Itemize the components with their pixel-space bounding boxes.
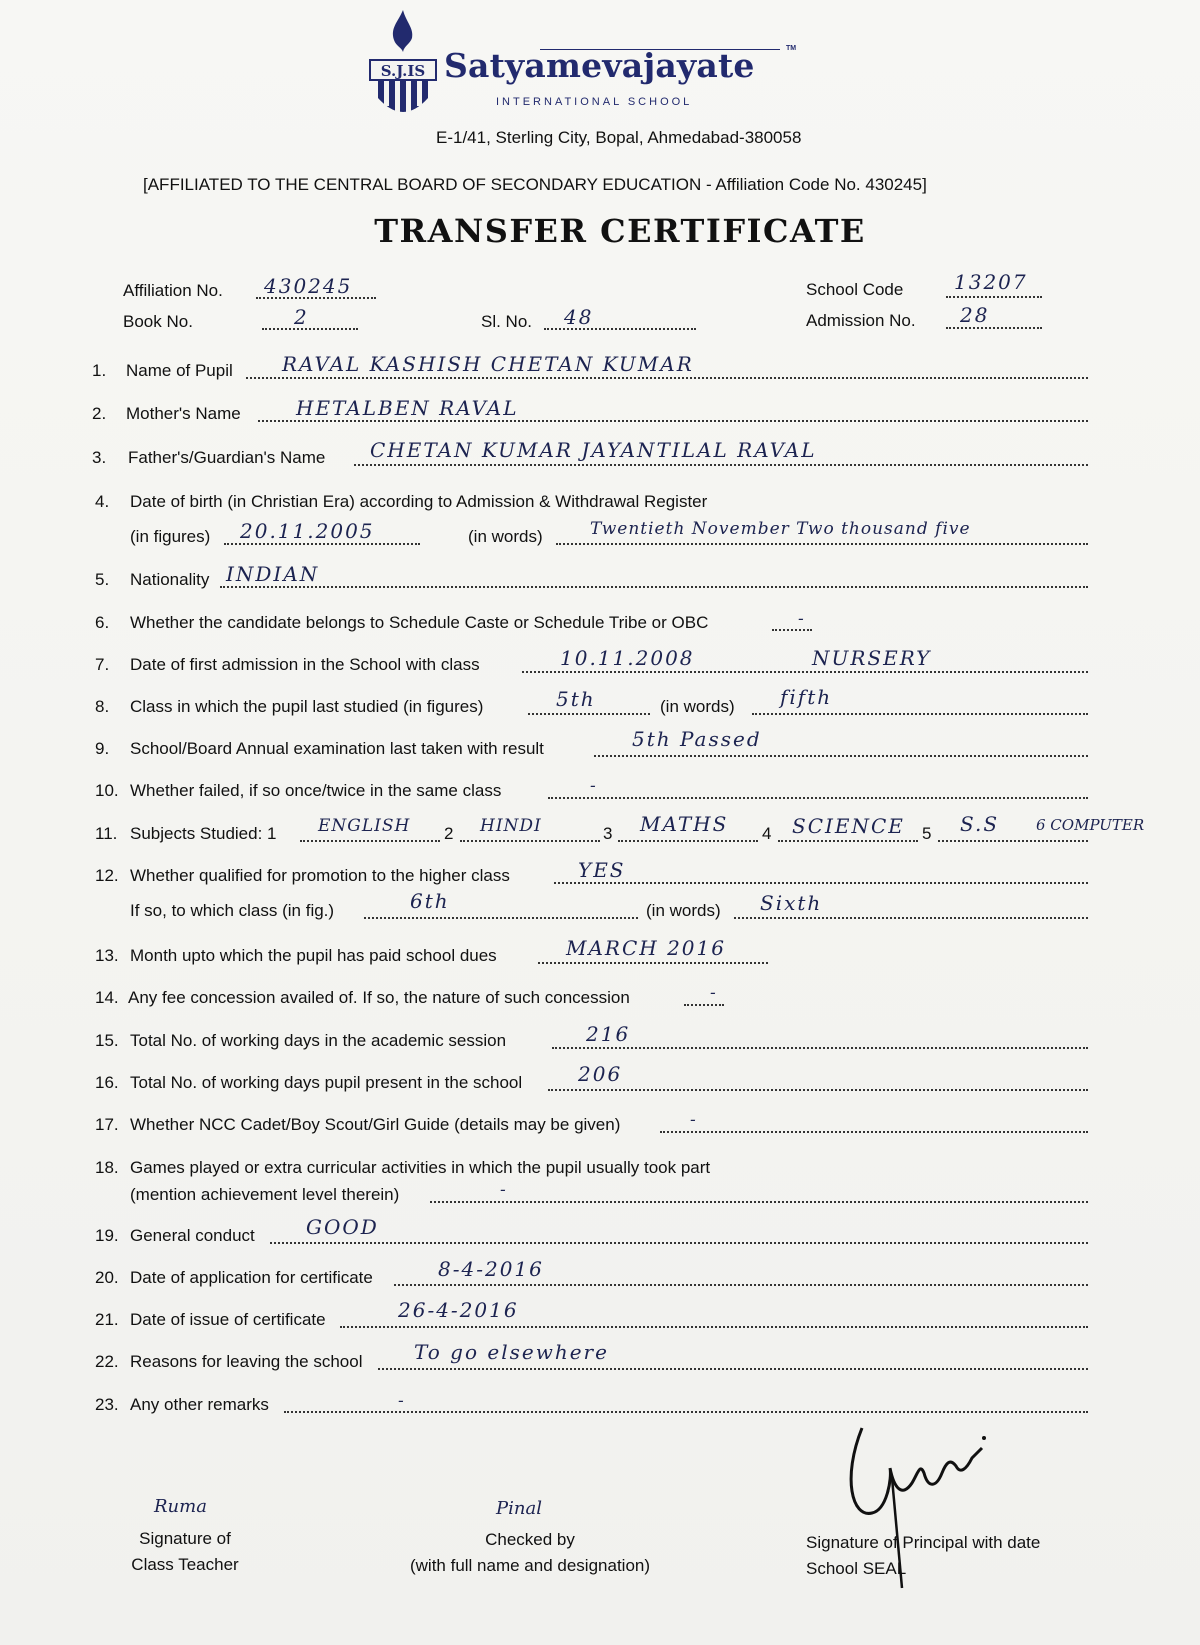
- promotion-value: YES: [578, 858, 626, 882]
- field-5-line: [220, 586, 1088, 588]
- field-16-label: Total No. of working days pupil present in the school: [130, 1073, 523, 1092]
- field-5-number: 5.: [95, 570, 110, 589]
- field-13-number: 13.: [95, 946, 119, 965]
- field-14-label: Any fee concession availed of. If so, the nature of such concession: [128, 988, 630, 1007]
- field-14-number: 14.: [95, 988, 119, 1007]
- subject-2-value: HINDI: [480, 816, 542, 836]
- field-8-label: Class in which the pupil last studied (in figures): [130, 697, 484, 716]
- field-23-line: [284, 1411, 1088, 1413]
- field-13-label: Month upto which the pupil has paid school dues: [130, 946, 497, 965]
- book-no-value: 2: [294, 305, 309, 329]
- field-1-number: 1.: [92, 361, 107, 380]
- field-1-line: [246, 377, 1088, 379]
- school-logo-emblem: [368, 8, 438, 136]
- school-code-value: 13207: [954, 270, 1028, 294]
- field-22-label: Reasons for leaving the school: [130, 1352, 363, 1371]
- promotion-words-line: [734, 917, 1088, 919]
- application-date-value: 8-4-2016: [438, 1257, 544, 1281]
- promotion-words-label: (in words): [646, 901, 721, 920]
- field-17-label: Whether NCC Cadet/Boy Scout/Girl Guide (details may be given): [130, 1115, 621, 1134]
- last-class-words-value: fifth: [780, 685, 833, 709]
- field-1-label: Name of Pupil: [126, 361, 233, 380]
- promotion-words-value: Sixth: [760, 891, 823, 915]
- issue-date-value: 26-4-2016: [398, 1298, 519, 1322]
- field-14-line: [684, 1004, 724, 1006]
- subject-5-value: S.S: [960, 812, 1000, 836]
- class-teacher-signature: Ruma: [154, 1496, 207, 1517]
- field-16-number: 16.: [95, 1073, 119, 1092]
- promotion-class-value: 6th: [410, 889, 450, 913]
- school-address: E-1/41, Sterling City, Bopal, Ahmedabad-380058: [436, 128, 802, 147]
- subject-4-number: 4: [762, 824, 772, 843]
- field-18-line: [430, 1201, 1088, 1203]
- subject-5-line: [938, 840, 1088, 842]
- class-teacher-label-line-2: Class Teacher: [131, 1555, 239, 1574]
- field-15-label: Total No. of working days in the academic session: [130, 1031, 507, 1050]
- dob-figures-label: (in figures): [130, 527, 211, 546]
- field-21-line: [340, 1326, 1088, 1328]
- working-days-value: 216: [586, 1022, 631, 1046]
- field-12-line: [554, 882, 1088, 884]
- book-no-line: [262, 328, 358, 330]
- field-20-line: [394, 1284, 1088, 1286]
- subject-3-line: [618, 840, 758, 842]
- days-present-value: 206: [578, 1062, 623, 1086]
- subject-1-line: [300, 840, 440, 842]
- field-21-label: Date of issue of certificate: [130, 1310, 326, 1329]
- checked-by-label-line-1: Checked by: [485, 1530, 575, 1549]
- exam-result-value: 5th Passed: [632, 727, 762, 751]
- field-13-line: [538, 962, 768, 964]
- checked-by-label: [380, 1527, 680, 1579]
- field-19-number: 19.: [95, 1226, 119, 1245]
- subject-5-number: 5: [922, 824, 932, 843]
- field-18-number: 18.: [95, 1158, 119, 1177]
- class-teacher-label-line-1: Signature of: [139, 1529, 231, 1548]
- field-19-label: General conduct: [130, 1226, 255, 1245]
- subject-4-value: SCIENCE: [792, 814, 905, 838]
- field-5-label: Nationality: [130, 570, 210, 589]
- field-2-number: 2.: [92, 404, 107, 423]
- field-10-label: Whether failed, if so once/twice in the same class: [130, 781, 502, 800]
- field-7-label: Date of first admission in the School with class: [130, 655, 480, 674]
- activities-value: -: [500, 1180, 507, 1200]
- field-9-number: 9.: [95, 739, 110, 758]
- conduct-value: GOOD: [306, 1215, 379, 1239]
- field-4-number: 4.: [95, 492, 110, 511]
- field-3-label: Father's/Guardian's Name: [128, 448, 326, 467]
- field-17-number: 17.: [95, 1115, 119, 1134]
- field-18-label: Games played or extra curricular activities in which the pupil usually took part: [130, 1158, 711, 1177]
- fee-concession-value: -: [710, 983, 717, 1003]
- field-21-number: 21.: [95, 1310, 119, 1329]
- field-10-number: 10.: [95, 781, 119, 800]
- field-15-line: [552, 1047, 1088, 1049]
- field-12-label: Whether qualified for promotion to the higher class: [130, 866, 510, 885]
- affiliation-no-value: 430245: [264, 274, 353, 298]
- dob-words-value: Twentieth November Two thousand five: [590, 519, 971, 539]
- last-class-words-label: (in words): [660, 697, 735, 716]
- principal-label: [806, 1530, 1040, 1582]
- promotion-class-label: If so, to which class (in fig.): [130, 901, 335, 920]
- field-16-line: [548, 1089, 1088, 1091]
- field-23-label: Any other remarks: [130, 1395, 269, 1414]
- pupil-name-value: RAVAL KASHISH CHETAN KUMAR: [282, 352, 694, 376]
- leaving-reason-value: To go elsewhere: [414, 1340, 609, 1364]
- field-20-number: 20.: [95, 1268, 119, 1287]
- checked-by-label-line-2: (with full name and designation): [409, 1556, 651, 1575]
- field-12-number: 12.: [95, 866, 119, 885]
- last-class-words-line: [752, 713, 1088, 715]
- subject-2-line: [460, 840, 600, 842]
- sl-no-label: Sl. No.: [481, 312, 533, 331]
- field-7-number: 7.: [95, 655, 110, 674]
- affiliation-no-label: Affiliation No.: [123, 281, 223, 300]
- mother-name-value: HETALBEN RAVAL: [296, 396, 519, 420]
- principal-label-line-1: Signature of Principal with date: [806, 1533, 1041, 1552]
- field-6-label: Whether the candidate belongs to Schedule Caste or Schedule Tribe or OBC: [130, 613, 709, 632]
- field-20-label: Date of application for certificate: [130, 1268, 373, 1287]
- field-19-line: [270, 1242, 1088, 1244]
- logo-letters: S.J.IS: [380, 62, 426, 80]
- field-7-line: [522, 671, 1088, 673]
- field-8-number: 8.: [95, 697, 110, 716]
- first-admission-class-value: NURSERY: [812, 646, 932, 670]
- first-admission-date-value: 10.11.2008: [560, 646, 695, 670]
- field-8-line: [528, 713, 650, 715]
- field-9-label: School/Board Annual examination last taken with result: [130, 739, 544, 758]
- subject-2-number: 2: [444, 824, 454, 843]
- field-2-line: [258, 420, 1088, 422]
- field-3-number: 3.: [92, 448, 107, 467]
- sl-no-value: 48: [564, 305, 594, 329]
- failed-value: -: [590, 776, 597, 796]
- caste-value: -: [798, 609, 805, 629]
- field-22-line: [378, 1368, 1088, 1370]
- checked-by-signature: Pinal: [496, 1498, 542, 1519]
- field-22-number: 22.: [95, 1352, 119, 1371]
- field-10-line: [548, 797, 1088, 799]
- field-15-number: 15.: [95, 1031, 119, 1050]
- field-6-number: 6.: [95, 613, 110, 632]
- document-title: TRANSFER CERTIFICATE: [374, 212, 866, 250]
- dob-words-line: [556, 543, 1088, 545]
- dob-words-label: (in words): [468, 527, 543, 546]
- field-4-label: Date of birth (in Christian Era) according to Admission & Withdrawal Register: [130, 492, 708, 511]
- remarks-value: -: [398, 1391, 405, 1411]
- field-11-label: Subjects Studied: 1: [130, 824, 277, 843]
- school-code-line: [946, 296, 1042, 298]
- subject-6-value: 6 COMPUTER: [1036, 816, 1145, 834]
- nationality-value: INDIAN: [226, 562, 320, 586]
- dob-figures-line: [224, 543, 420, 545]
- field-11-number: 11.: [95, 824, 118, 843]
- trademark-mark: TM: [786, 45, 797, 52]
- school-code-label: School Code: [806, 280, 904, 299]
- admission-no-label: Admission No.: [806, 311, 916, 330]
- subject-3-number: 3: [603, 824, 613, 843]
- field-9-line: [594, 755, 1088, 757]
- book-no-label: Book No.: [123, 312, 193, 331]
- admission-no-line: [946, 327, 1042, 329]
- dob-figures-value: 20.11.2005: [240, 519, 375, 543]
- school-name: Satyamevajayate: [444, 46, 755, 85]
- field-18-label-2: (mention achievement level therein): [130, 1185, 400, 1204]
- field-2-label: Mother's Name: [126, 404, 241, 423]
- dues-paid-value: MARCH 2016: [566, 936, 726, 960]
- promotion-class-line: [364, 917, 638, 919]
- ncc-value: -: [690, 1110, 697, 1130]
- field-17-line: [660, 1131, 1088, 1133]
- principal-label-line-2: School SEAL: [806, 1559, 907, 1578]
- field-23-number: 23.: [95, 1395, 119, 1414]
- school-subtitle: INTERNATIONAL SCHOOL: [496, 96, 693, 108]
- class-teacher-label: [120, 1526, 250, 1578]
- admission-no-value: 28: [960, 303, 990, 327]
- subject-4-line: [778, 840, 918, 842]
- affiliation-statement: [AFFILIATED TO THE CENTRAL BOARD OF SECONDARY EDUCATION - Affiliation Code No. 430245]: [143, 175, 927, 194]
- father-name-value: CHETAN KUMAR JAYANTILAL RAVAL: [370, 438, 817, 462]
- field-6-line: [772, 629, 812, 631]
- subject-1-value: ENGLISH: [318, 816, 411, 836]
- subject-3-value: MATHS: [640, 812, 729, 836]
- field-3-line: [354, 464, 1088, 466]
- last-class-figures-value: 5th: [556, 687, 596, 711]
